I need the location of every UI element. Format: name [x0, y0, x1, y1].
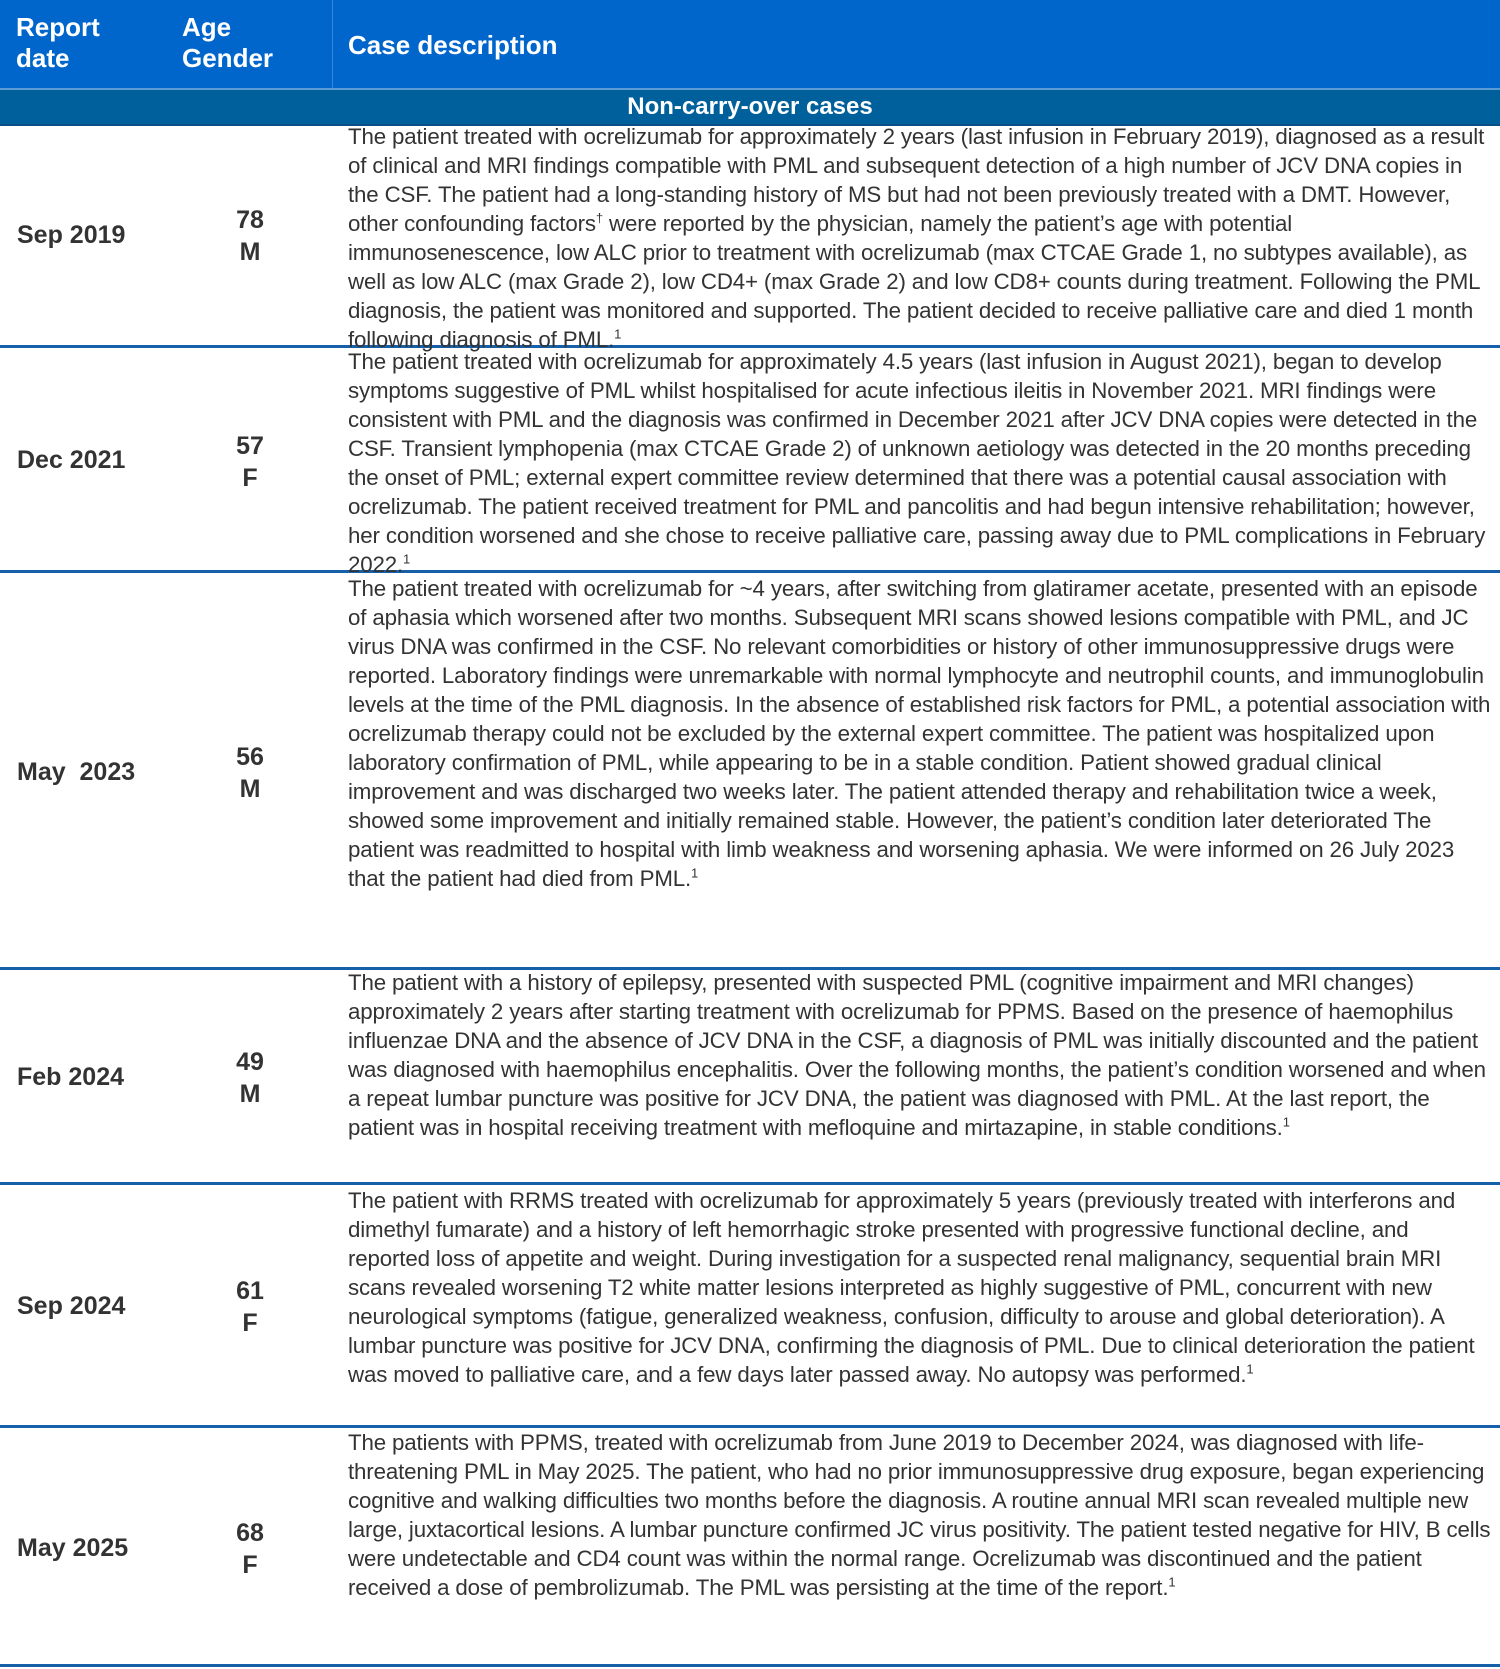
report-date: May 2023: [17, 758, 136, 786]
case-description-text: The patient with RRMS treated with ocrelizumab for approximately 5 years (previously treated with interferons and dimethyl fumarate) and a history of left hemorrhagic stroke presented with progressive functional decline, and reported loss of appetite and weight. During investigation for a suspected renal malignancy, sequential brain MRI scans revealed worsening T2 white matter lesions interpreted as highly suggestive of PML, concurrent with new neurological symptoms (fatigue, generalized weakness, confusion, difficulty to arouse and global deterioration). A lumbar puncture was positive for JCV DNA, confirming the diagnosis of PML. Due to clinical deterioration the patient was moved to palliative care, and a few days later passed away. No autopsy was performed.: [348, 1188, 1475, 1387]
section-heading: Non-carry-over cases: [0, 90, 1500, 126]
case-description-text-cont: were reported by the physician, namely the patient’s age with potential immunosenescence, low ALC prior to treatment with ocrelizumab (max CTCAE Grade 1, no subtypes available), as well as low ALC (max Grade 2), low CD4+ (max Grade 2) and low CD8+ counts during treatment. Following the PML diagnosis, the patient was monitored and supported. The patient decided to receive palliative care and died 1 month following diagnosis of PML.: [348, 211, 1480, 352]
footnote-marker: 1: [1168, 1574, 1176, 1590]
table-row: [0, 573, 1500, 970]
header-gender-line: Gender: [182, 43, 274, 73]
case-description: [348, 1428, 1493, 1602]
case-description-text: The patient treated with ocrelizumab for approximately 4.5 years (last infusion in August 2021), began to develop symptoms suggestive of PML whilst hospitalised for acute infectious ileitis in November 2021. MRI findings were consistent with PML and the diagnosis was confirmed in December 2021 after JCV DNA copies were detected in the CSF. Transient lymphopenia (max CTCAE Grade 2) of unknown aetiology was detected in the 20 months preceding the onset of PML; external expert committee review determined that there was a potential causal association with ocrelizumab. The patient received treatment for PML and pancolitis and had begun intensive rehabilitation; however, her condition worsened and she chose to receive palliative care, passing away due to PML complications in February 2022.: [348, 349, 1486, 577]
case-description: [348, 347, 1493, 579]
case-description: [348, 574, 1493, 893]
report-date: Feb 2024: [17, 1063, 125, 1091]
case-description-text: The patients with PPMS, treated with ocrelizumab from June 2019 to December 2024, was diagnosed with life-threatening PML in May 2025. The patient, who had no prior immunosuppressive drug exposure, began experiencing cognitive and walking difficulties two months before the diagnosis. A routine annual MRI scan revealed multiple new large, juxtacortical lesions. A lumbar puncture confirmed JC virus positivity. The patient tested negative for HIV, B cells were undetectable and CD4 count was within the normal range. Ocrelizumab was discontinued and the patient received a dose of pembrolizumab. The PML was persisting at the time of the report.: [348, 1430, 1491, 1600]
table-row: [0, 1185, 1500, 1428]
table-row: [0, 124, 1500, 352]
case-description-text: The patient treated with ocrelizumab for ~4 years, after switching from glatiramer acetate, presented with an episode of aphasia which worsened after two months. Subsequent MRI scans showed lesions compatible with PML, and JC virus DNA was confirmed in the CSF. No relevant comorbidities or history of other immunosuppressive drugs were reported. Laboratory findings were unremarkable with normal lymphocyte and neutrophil counts, and immunoglobulin levels at the time of the PML diagnosis. In the absence of established risk factors for PML, a potential association with ocrelizumab therapy could not be excluded by the external expert committee. The patient was hospitalized upon laboratory confirmation of PML, while appearing to be in a stable condition. Patient showed gradual clinical improvement and was discharged two weeks later. The patient attended therapy and rehabilitation twice a week, showed some improvement and initially remained stable. However, the patient’s condition later deteriorated The patient was readmitted to hospital with limb weakness and worsening aphasia. We were informed on 26 July 2023 that the patient had died from PML.: [348, 576, 1491, 891]
case-description: [348, 1186, 1493, 1389]
table-row: [0, 1428, 1500, 1667]
age: 78: [236, 206, 264, 234]
age-gender: [200, 1046, 300, 1110]
gender: M: [239, 775, 261, 803]
header-separator: [332, 0, 333, 88]
table-row: [0, 970, 1500, 1185]
gender: M: [239, 238, 261, 266]
header-report-date-line2: date: [16, 43, 70, 73]
gender: F: [242, 1551, 258, 1579]
case-description-text: The patient with a history of epilepsy, presented with suspected PML (cognitive impairment and MRI changes) approximately 2 years after starting treatment with ocrelizumab for PPMS. Based on the presence of haemophilus influenzae DNA and the absence of JCV DNA in the CSF, a diagnosis of PML was initially discounted and the patient was diagnosed with haemophilus encephalitis. Over the following months, the patient’s condition worsened and when a repeat lumbar puncture was positive for JCV DNA, the patient was diagnosed with PML. At the last report, the patient was in hospital receiving treatment with mefloquine and mirtazapine, in stable conditions.: [348, 970, 1486, 1140]
age: 49: [236, 1048, 264, 1076]
case-description: [348, 122, 1493, 354]
report-date: May 2025: [17, 1534, 129, 1562]
gender: F: [242, 464, 258, 492]
header-report-date-line1: Report: [16, 12, 100, 42]
age: 57: [236, 432, 264, 460]
footnote-marker: 1: [1282, 1114, 1290, 1130]
table-header: [0, 0, 1500, 90]
age-gender: [200, 741, 300, 805]
age-gender: [200, 1517, 300, 1581]
header-age-line: Age: [182, 12, 232, 42]
dagger-marker: †: [595, 210, 603, 226]
footnote-marker: 1: [1246, 1361, 1254, 1377]
footnote-marker: 1: [403, 551, 411, 567]
age-gender: [200, 204, 300, 268]
report-date: Dec 2021: [17, 446, 126, 474]
age: 68: [236, 1519, 264, 1547]
age: 61: [236, 1277, 264, 1305]
gender: M: [239, 1080, 261, 1108]
age-gender: [200, 1275, 300, 1339]
age: 56: [236, 743, 264, 771]
table-row: [0, 348, 1500, 577]
footnote-marker: 1: [614, 326, 622, 342]
header-age-gender: [182, 12, 273, 74]
footnote-marker: 1: [691, 865, 699, 881]
case-description: [348, 968, 1493, 1142]
header-report-date: [16, 12, 100, 74]
report-date: Sep 2024: [17, 1292, 126, 1320]
case-description-text: The patient treated with ocrelizumab for approximately 2 years (last infusion in February 2019), diagnosed as a result of clinical and MRI findings compatible with PML and subsequent detection of a high number of JCV DNA copies in the CSF. The patient had a long-standing history of MS but had not been previously treated with a DMT. However, other confounding factors: [348, 124, 1485, 236]
header-case-description: Case description: [348, 30, 558, 60]
report-date: Sep 2019: [17, 221, 126, 249]
age-gender: [200, 430, 300, 494]
gender: F: [242, 1309, 258, 1337]
